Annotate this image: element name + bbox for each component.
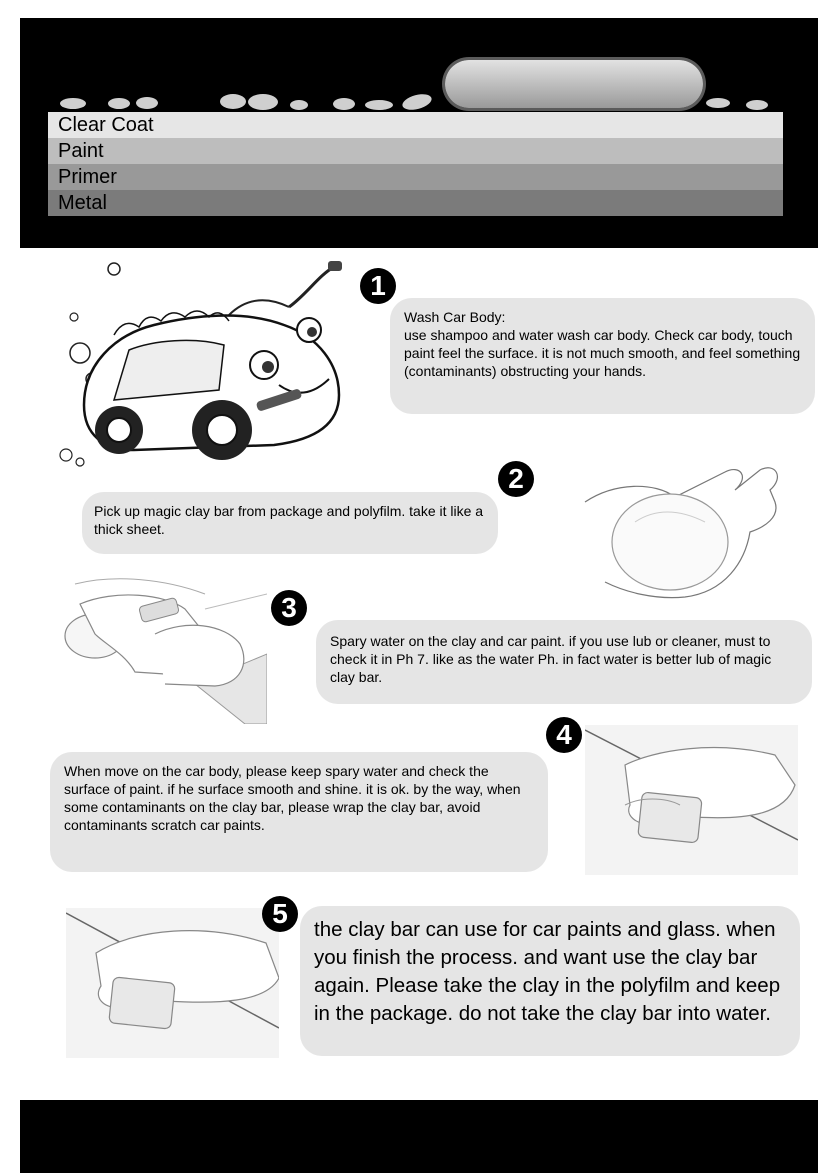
step-1-title: Wash Car Body: [404,309,506,325]
layer-clear-coat: Clear Coat [48,112,783,138]
step-2-number: 2 [498,461,534,497]
contaminant-dot [333,98,355,110]
contaminant-dot [365,100,393,110]
contaminant-dot [220,94,246,109]
step-2-bubble [82,492,498,554]
step-3-bubble [316,620,812,704]
contaminant-dot [706,98,730,108]
step-5-number: 5 [262,896,298,932]
contaminant-dot [746,100,768,110]
step-5-bubble [300,906,800,1056]
step-4-bubble [50,752,548,872]
hand-spray-clay-illustration [55,574,267,724]
contaminant-dot [108,98,130,109]
step-2-text: Pick up magic clay bar from package and polyfilm. take it like a thick sheet. [94,503,484,537]
step-4-number: 4 [546,717,582,753]
hand-holding-clay-illustration [575,442,785,602]
step-1-text: use shampoo and water wash car body. Check car body, touch paint feel the surface. it is not much smooth, and feel something (contaminants) obstructing your hands. [404,327,801,379]
car-wash-illustration [44,255,364,475]
step-5-text: the clay bar can use for car paints and glass. when you finish the process. and want use the clay bar again. Please take the clay in the polyfilm and keep in the package. do not take the clay bar into water. [314,918,781,1025]
clay-bar-shape [445,60,703,108]
paint-layers-banner [20,18,818,248]
footer-bar [20,1100,818,1173]
hand-on-car-illustration [585,725,798,875]
layer-primer: Primer [48,164,783,190]
contaminant-dot [290,100,308,110]
contaminant-dot [60,98,86,109]
hand-clay-glass-illustration [66,908,279,1058]
contaminant-dot [401,91,434,112]
layer-paint: Paint [48,138,783,164]
step-4-text: When move on the car body, please keep spary water and check the surface of paint. if he surface smooth and shine. it is ok. by the way, when some contaminants on the clay bar, please wrap the clay bar, avoid contaminants scratch car paints. [64,763,521,833]
step-1-bubble [390,298,815,414]
contaminant-dot [248,94,278,110]
layer-metal: Metal [48,190,783,216]
step-1-number: 1 [360,268,396,304]
step-3-number: 3 [271,590,307,626]
contaminant-dot [136,97,158,109]
step-3-text: Spary water on the clay and car paint. if you use lub or cleaner, must to check it in Ph 7. like as the water Ph. in fact water is better lub of magic clay bar. [330,633,772,685]
